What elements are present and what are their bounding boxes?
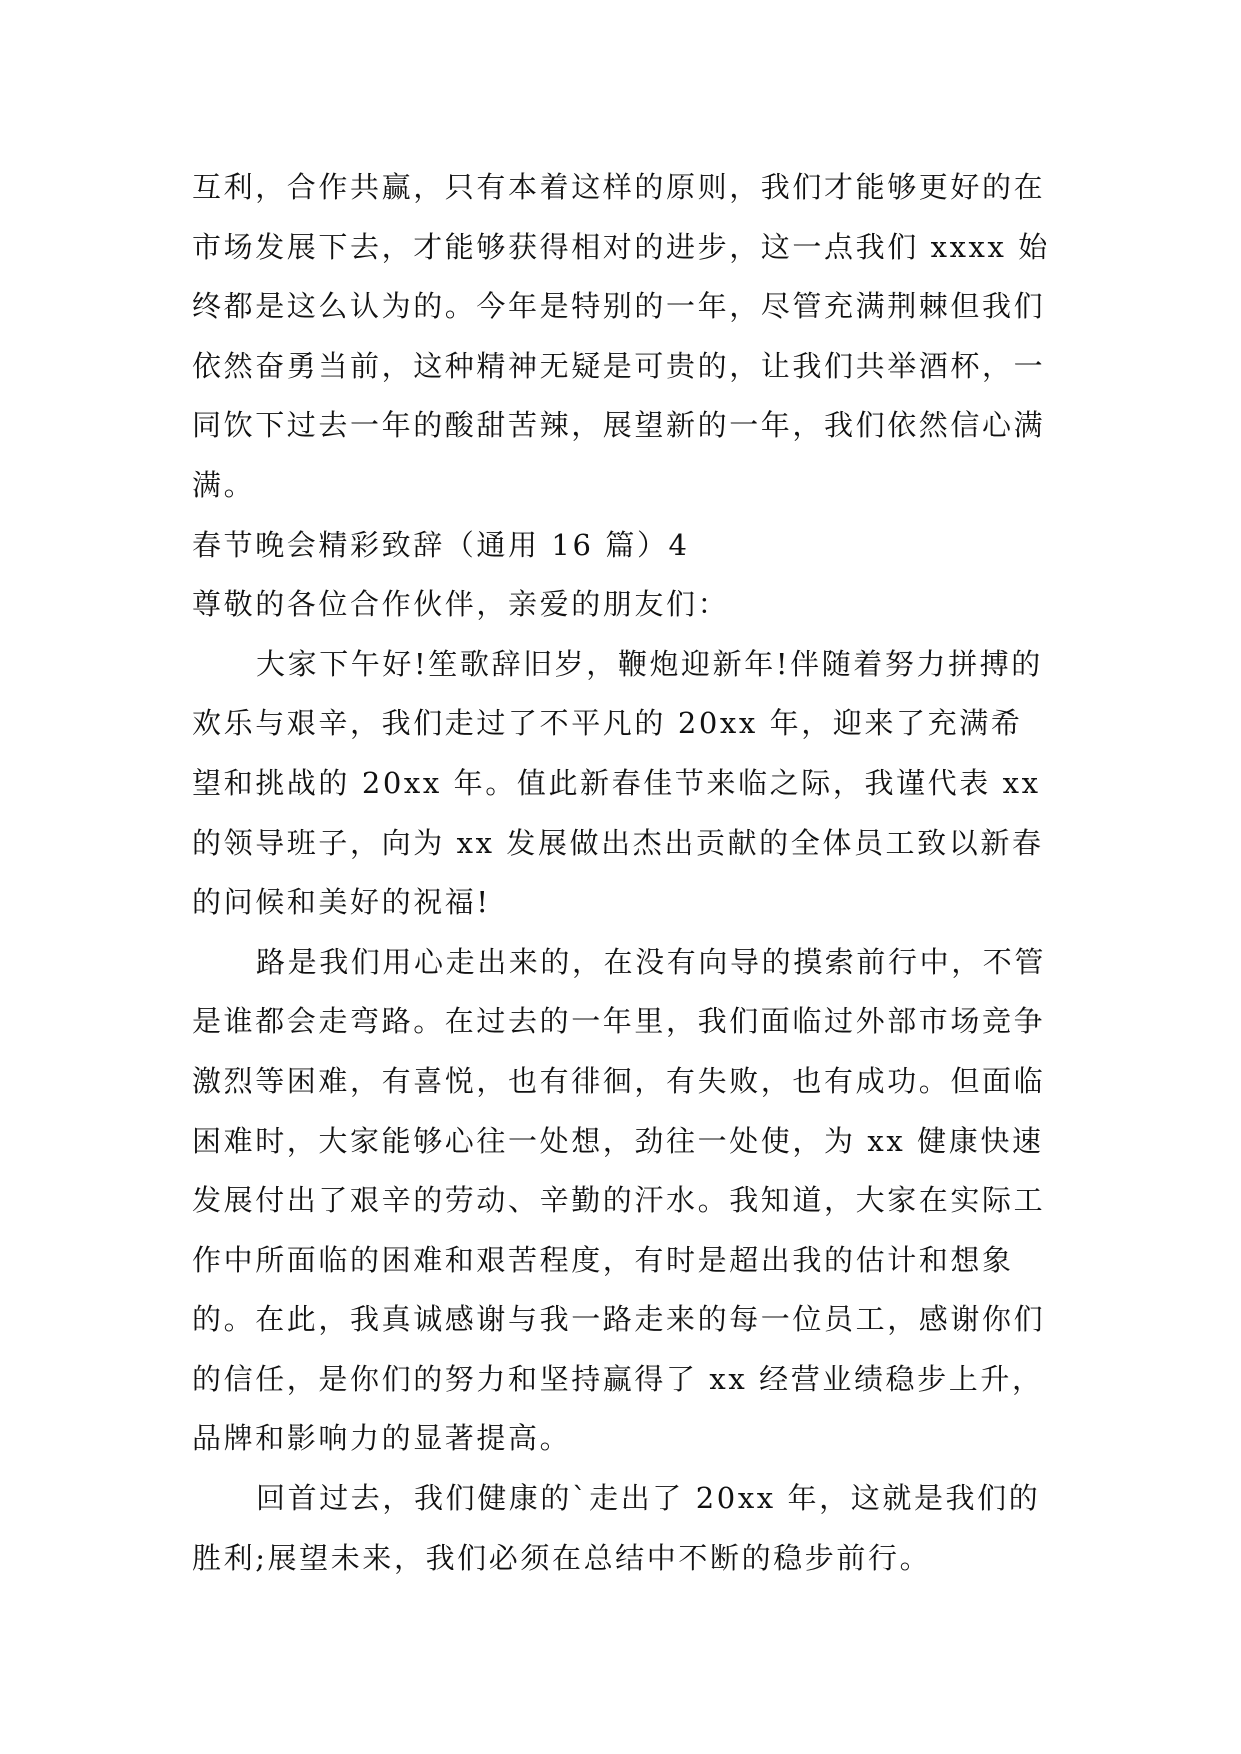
body-paragraph-3: 回首过去，我们健康的`走出了 20xx 年，这就是我们的胜利;展望未来，我们必须在总结中不断的稳步前行。 xyxy=(192,1481,1041,1575)
body-paragraph-2: 路是我们用心走出来的，在没有向导的摸索前行中，不管是谁都会走弯路。在过去的一年里，我们面临过外部市场竞争激烈等困难，有喜悦，也有徘徊，有失败，也有成功。但面临困难时，大家能够心往一处想，劲往一处使，为 xx 健康快速发展付出了艰辛的劳动、辛勤的汗水。我知道，大家在实际工作中所面临的困难和艰苦程度，有时是超出我的估计和想象的。在此，我真诚感谢与我一路走来的每一位员工，感谢你们的信任，是你们的努力和坚持赢得了 xx 经营业绩稳步上升，品牌和影响力的显著提高。 xyxy=(192,944,1047,1456)
document-body xyxy=(192,158,1052,1588)
continuation-paragraph: 互利，合作共赢，只有本着这样的原则，我们才能够更好的在市场发展下去，才能够获得相对的进步，这一点我们 xxxx 始终都是这么认为的。今年是特别的一年，尽管充满荆棘但我们依然奋勇当前，这种精神无疑是可贵的，让我们共举酒杯，一同饮下过去一年的酸甜苦辣，展望新的一年，我们依然信心满满。 xyxy=(192,170,1050,502)
section-title: 春节晚会精彩致辞（通用 16 篇）4 xyxy=(192,527,690,562)
body-paragraph-1: 大家下午好!笙歌辞旧岁，鞭炮迎新年!伴随着努力拼搏的欢乐与艰辛，我们走过了不平凡的 20xx 年，迎来了充满希望和挑战的 20xx 年。值此新春佳节来临之际，我谨代表 xx 的领导班子，向为 xx 发展做出杰出贡献的全体员工致以新春的问候和美好的祝福! xyxy=(192,646,1053,920)
salutation: 尊敬的各位合作伙伴，亲爱的朋友们： xyxy=(192,587,730,622)
